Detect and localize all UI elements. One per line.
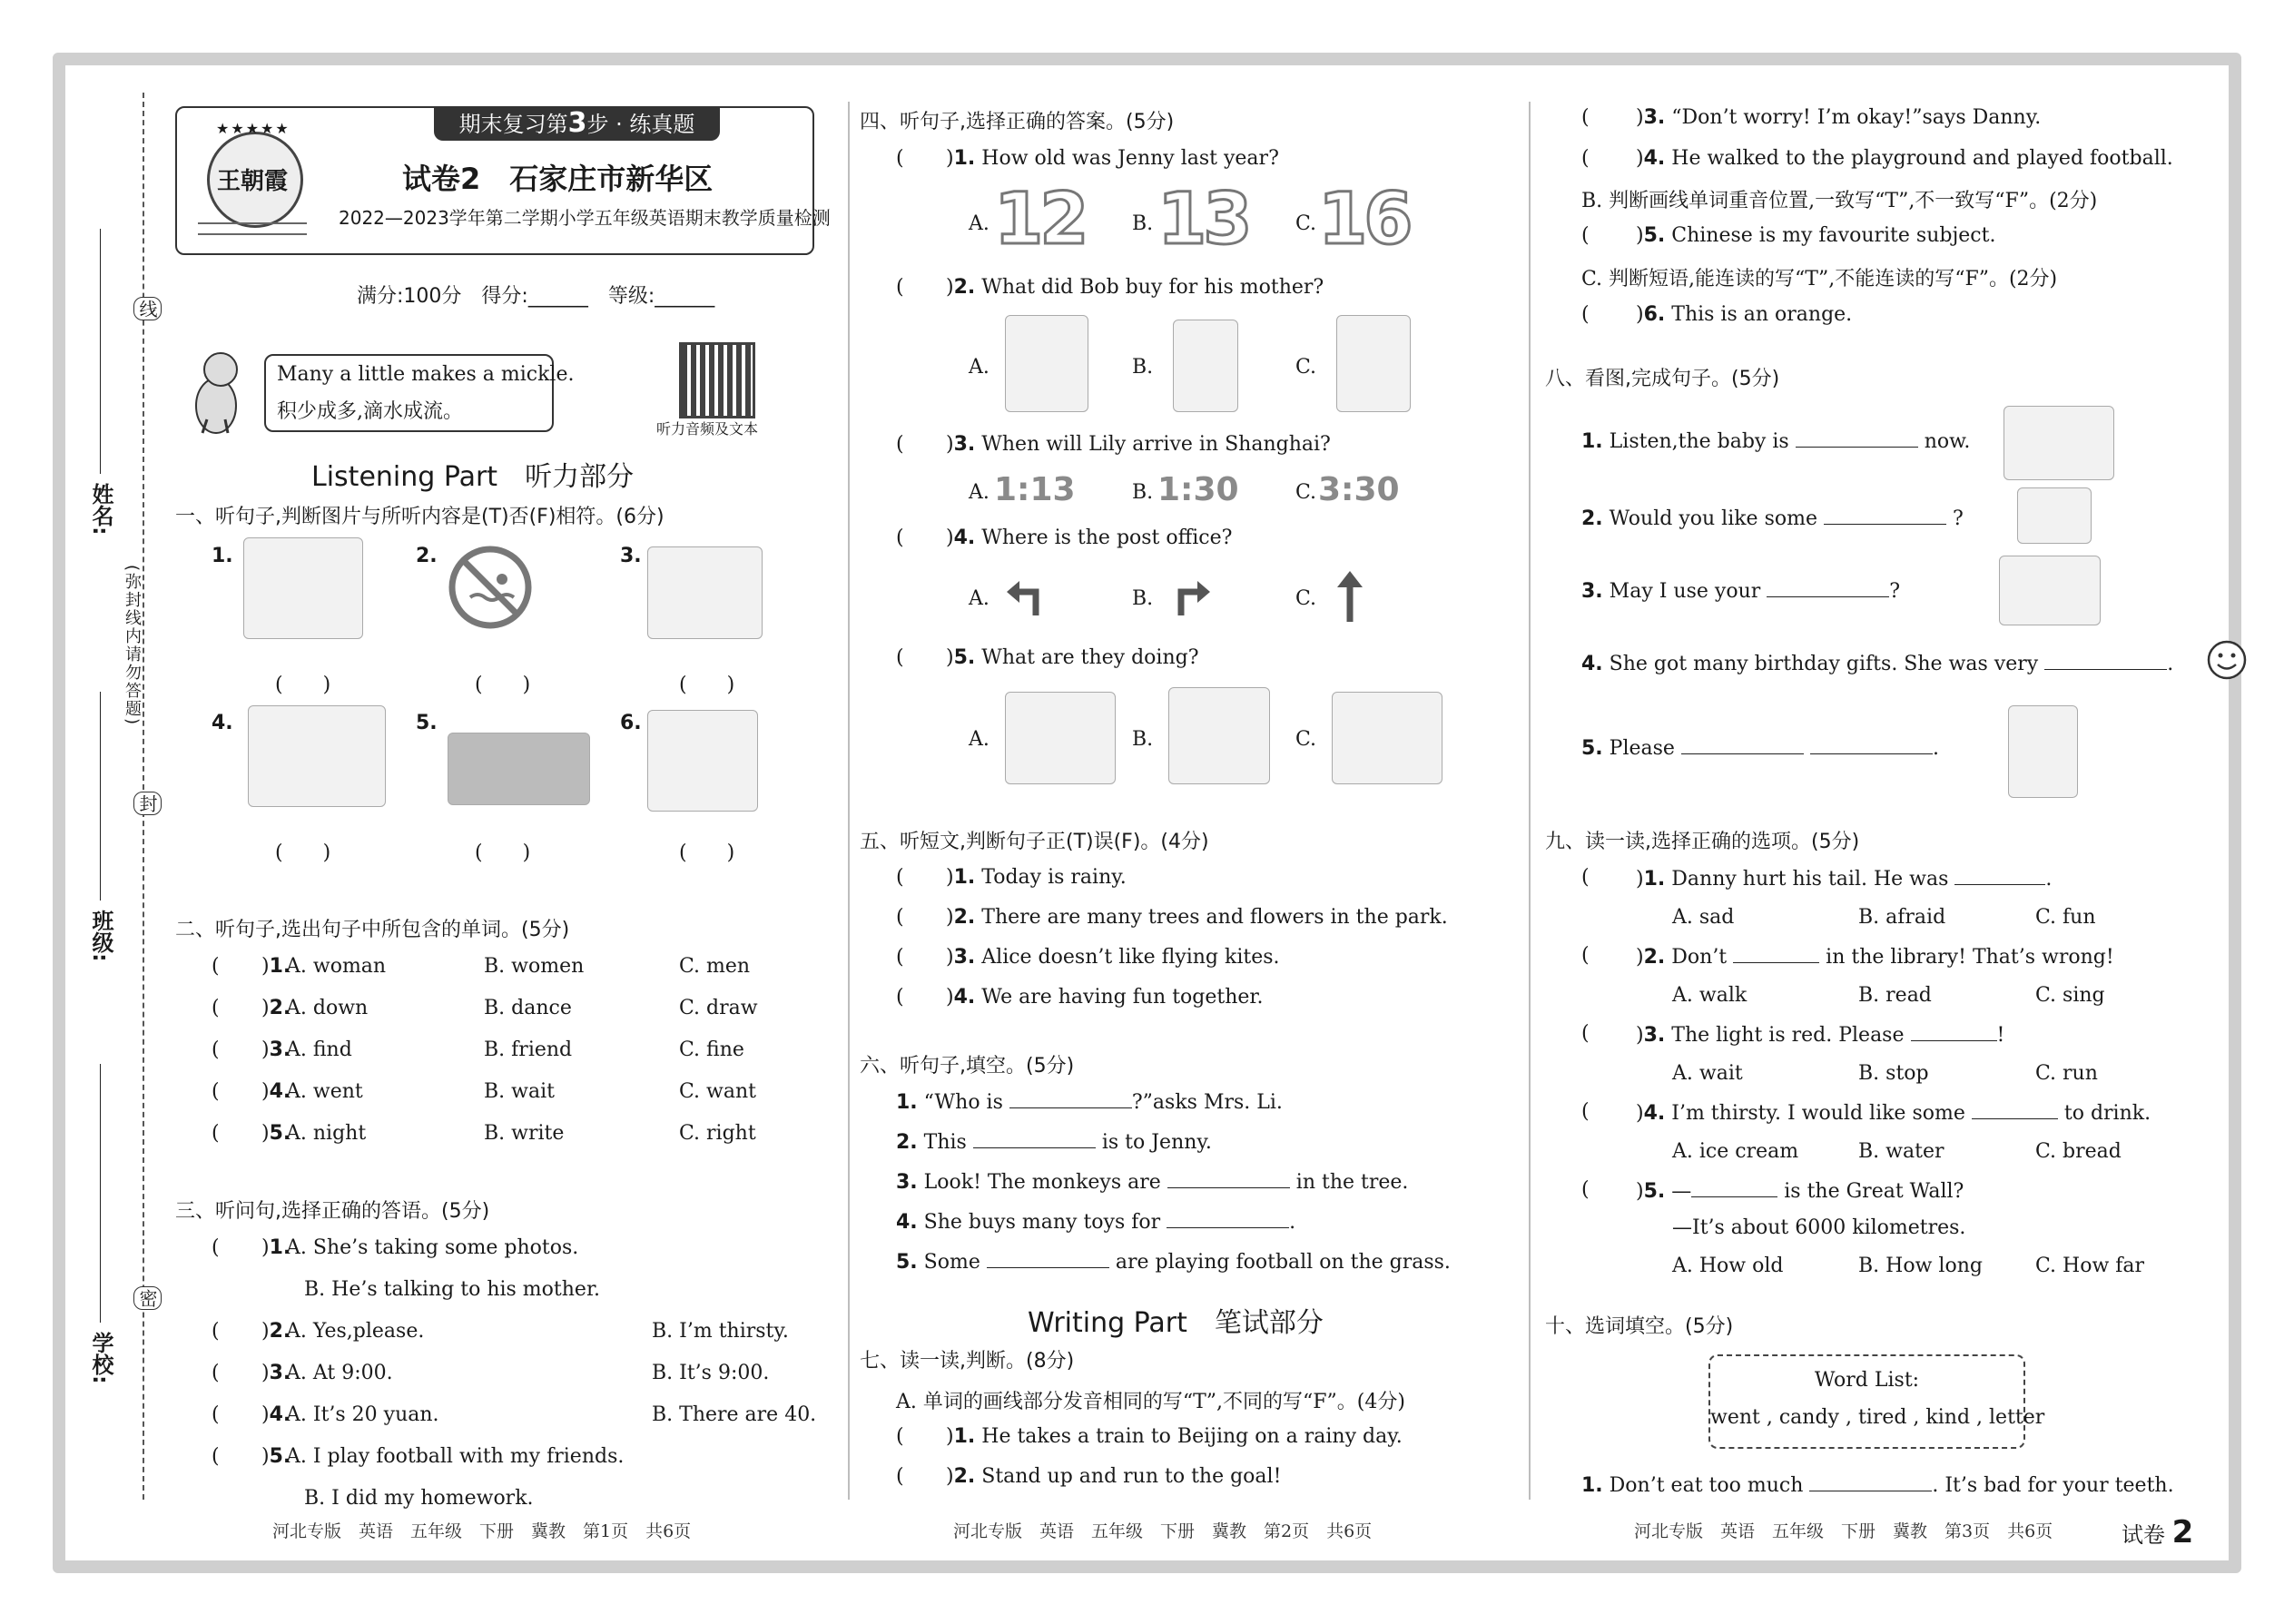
s1-num-6: 6. bbox=[620, 712, 642, 734]
picture-two-kids bbox=[243, 537, 363, 639]
dinosaur-mascot bbox=[175, 342, 257, 442]
s1-paren-3: ( ) bbox=[679, 674, 735, 696]
listening-title: Listening Part 听力部分 bbox=[311, 461, 635, 493]
picture-kids-talking bbox=[1005, 692, 1116, 784]
school-label: 学校: bbox=[88, 1332, 113, 1384]
picture-tea-cup bbox=[2017, 487, 2092, 544]
s1-paren-1: ( ) bbox=[275, 674, 331, 696]
proverb-bubble bbox=[264, 354, 575, 432]
s1-paren-6: ( ) bbox=[679, 842, 735, 864]
section-1-title: 一、听句子,判断图片与所听内容是(T)否(F)相符。(6分) bbox=[175, 506, 665, 528]
section-10-title: 十、选词填空。(5分) bbox=[1545, 1315, 1734, 1338]
section-7-title: 七、读一读,判断。(8分) bbox=[860, 1350, 1075, 1373]
qr-caption: 听力音频及文本 bbox=[656, 420, 759, 438]
logo-text: 王朝霞 bbox=[216, 168, 288, 195]
section-4-title: 四、听句子,选择正确的答案。(5分) bbox=[860, 111, 1175, 133]
section-6-title: 六、听句子,填空。(5分) bbox=[860, 1055, 1075, 1078]
word-list-words: went , candy , tired , kind , letter bbox=[1710, 1406, 2045, 1429]
picture-kids-singing bbox=[1168, 687, 1270, 784]
turn-right-arrow-icon bbox=[1168, 574, 1214, 623]
straight-arrow-icon bbox=[1332, 569, 1368, 627]
page-subtitle: 2022—2023学年第二学期小学五年级英语期末教学质量检测 bbox=[339, 207, 831, 229]
s1-paren-2: ( ) bbox=[475, 674, 531, 696]
section-5-title: 五、听短文,判断句子正(T)误(F)。(4分) bbox=[860, 831, 1209, 853]
time-b: 1:30 bbox=[1157, 471, 1239, 508]
picture-scarf bbox=[1005, 315, 1088, 412]
no-swimming-icon bbox=[448, 545, 534, 631]
section-2-title: 二、听句子,选出句子中所包含的单词。(5分) bbox=[175, 919, 570, 941]
binding-xian: 线 bbox=[133, 297, 162, 320]
section-3-title: 三、听问句,选择正确的答语。(5分) bbox=[175, 1200, 490, 1223]
header-badge: 期末复习第3步 · 练真题 bbox=[434, 106, 720, 141]
time-c: 3:30 bbox=[1318, 471, 1400, 508]
picture-postcards bbox=[647, 546, 763, 639]
turn-left-arrow-icon bbox=[1005, 574, 1050, 623]
binding-mi: 密 bbox=[133, 1286, 162, 1310]
s1-paren-4: ( ) bbox=[275, 842, 331, 864]
writing-title: Writing Part 笔试部分 bbox=[1028, 1307, 1324, 1339]
picture-baby-crying bbox=[2004, 406, 2114, 480]
picture-tea-can bbox=[1173, 320, 1238, 412]
s1-num-3: 3. bbox=[620, 545, 642, 567]
proverb-cn: 积少成多,滴水成流。 bbox=[277, 400, 463, 423]
s1-paren-5: ( ) bbox=[475, 842, 531, 864]
word-list-box bbox=[1708, 1354, 2045, 1449]
footer-page-2: 河北专版 英语 五年级 下册 冀教 第2页 共6页 bbox=[953, 1521, 1373, 1541]
footer-page-3: 河北专版 英语 五年级 下册 冀教 第3页 共6页 bbox=[1634, 1521, 2053, 1541]
section-9-title: 九、读一读,选择正确的选项。(5分) bbox=[1545, 831, 1860, 853]
qr-code-icon bbox=[679, 342, 755, 418]
time-a: 1:13 bbox=[994, 471, 1076, 508]
picture-girl-sitting bbox=[647, 710, 758, 812]
binding-note: (弥封线内请勿答题) bbox=[123, 565, 142, 727]
opt-a-number: 12 bbox=[994, 179, 1086, 261]
s1-num-2: 2. bbox=[416, 545, 438, 567]
s1-num-4: 4. bbox=[212, 712, 233, 734]
s1-num-5: 5. bbox=[416, 712, 438, 734]
binding-feng: 封 bbox=[133, 792, 162, 815]
smiley-face-icon bbox=[2206, 639, 2248, 684]
proverb-en: Many a little makes a mickle. bbox=[277, 363, 575, 386]
binding-margin bbox=[65, 65, 165, 1560]
s7-c-title: C. 判断短语,能连读的写“T”,不能连读的写“F”。(2分) bbox=[1581, 268, 2058, 290]
opt-b-number: 13 bbox=[1157, 179, 1249, 261]
s7-a-title: A. 单词的画线部分发音相同的写“T”,不同的写“F”。(4分) bbox=[896, 1391, 1405, 1413]
word-list-title: Word List: bbox=[1814, 1369, 1920, 1392]
opt-c-number: 16 bbox=[1318, 179, 1410, 261]
paper-label: 试卷 2 bbox=[2122, 1514, 2194, 1550]
page-title: 试卷2 石家庄市新华区 bbox=[402, 162, 714, 196]
logo: ★★★★★ 王朝霞 bbox=[198, 115, 307, 233]
section-8-title: 八、看图,完成句子。(5分) bbox=[1545, 368, 1780, 390]
class-label: 班级: bbox=[88, 910, 113, 962]
picture-gate-building bbox=[248, 705, 386, 807]
name-label: 姓名: bbox=[88, 483, 113, 536]
picture-kids-playing bbox=[1332, 692, 1442, 784]
score-line: 满分:100分 得分:______ 等级:______ bbox=[357, 285, 715, 308]
footer-page-1: 河北专版 英语 五年级 下册 冀教 第1页 共6页 bbox=[272, 1521, 692, 1541]
picture-laptop bbox=[1999, 556, 2101, 625]
s1-num-1: 1. bbox=[212, 545, 233, 567]
exam-sheet: 线 封 密 (弥封线内请勿答题) 姓名: 班级: 学校: ★★★★★ 王朝霞 期末复习第3步 · 练真题 试卷2 石家庄市新华区 2022—2023学年第二学期小学五年级英语期末教学质量检测 满分:100分 得分:______ 等级:______ Many a little makes a mickle. 积少成多,滴水成流。 听力音频及文本 Listening Part 听力部分 一、听句子,判断图片与所听内容是(T)否(F)相符。(6分) 1. 2. 3. ( ) ( ) ( ) 4. 5. 6. ( ) ( ) ( ) 二、听句子,选出句子中所包含的单词。(5分) ( )1. A. woman B. women C. men ( )2. A. down B. dance C. draw ( )3. A. find B. friend C. fine ( )4. A. went B. wait C. want ( )5. A. night B. write C. right 三、听问句,选择正确的答语。(5分) ( )1. A. She’s taking some photos. B. He’s talking to his mother. ( )2. A. Yes,please. B. I’m thirsty. ( )3. A. At 9:00. B. It’s 9:00. ( )4. A. It’s 20 yuan. B. There are 40. ( )5. A. I play football with my friends. B. I did my homework. 四、听句子,选择正确的答案。(5分) ( )1. How old was Jenny last year? A. 12 B. 13 C. 16 ( )2. What did Bob buy for his mother? A. B. C. ( )3. When will Lily arrive in Shanghai? A. 1:13 B. 1:30 C. 3:30 ( )4. Where is the post office? A. B. C. ( )5. What are they doing? A. B. C. 五、听短文,判断句子正(T)误(F)。(4分) ( )1. Today is rainy. ( )2. There are many trees and flowers in the park. ( )3. Alice doesn’t like flying kites. ( )4. We are having fun together. 六、听句子,填空。(5分) 1. “Who is ?”asks Mrs. Li. 2. This is to Jenny. 3. Look! The monkeys are in the tree. 4. She buys many toys for . 5. Some are playing football on the grass. Writing Part 笔试部分 七、读一读,判断。(8分) A. 单词的画线部分发音相同的写“T”,不同的写“F”。(4分) ( )1. He takes a train to Beijing on a rainy day. ( )2. Stand up and run to the goal! ( )3. “Don’t worry! I’m okay!”says Danny. ( )4. He walked to the playground and played football. B. 判断画线单词重音位置,一致写“T”,不一致写“F”。(2分) ( )5. Chinese is my favourite subject. C. 判断短语,能连读的写“T”,不能连读的写“F”。(2分) ( )6. This is an orange. 八、看图,完成句子。(5分) 1. Listen,the baby is now. 2. Would you like some ? 3. May I use your ? 4. She got many birthday gifts. She was very . 5. Please . 九、读一读,选择正确的选项。(5分) ( )1. Danny hurt his tail. He was . A. sad B. afraid C. fun ( )2. Don’t in the library! That’s wrong! A. walk B. read C. sing ( )3. The light is red. Please ! A. wait B. stop C. run ( )4. I’m thirsty. I would like some to drink. A. ice cream B. water C. bread ( )5. — is the Great Wall? —It’s about 6000 kilometres. A. How old B. How long C. How far 十、选词填空。(5分) Word List: went , candy , tired , kind , letter 1. Don’t eat too much . It’s bad for your teeth. 河北专版 英语 五年级 下册 冀教 第1页 共6页 河北专版 英语 五年级 下册 冀教 第2页 共6页 河北专版 英语 五年级 下册 冀教 第3页 共6页 试卷 2 bbox=[65, 65, 2229, 1560]
picture-dress bbox=[1336, 315, 1411, 412]
s7-b-title: B. 判断画线单词重音位置,一致写“T”,不一致写“F”。(2分) bbox=[1581, 190, 2098, 212]
picture-boy-sitting bbox=[2008, 705, 2078, 798]
picture-tiananmen bbox=[448, 733, 590, 805]
